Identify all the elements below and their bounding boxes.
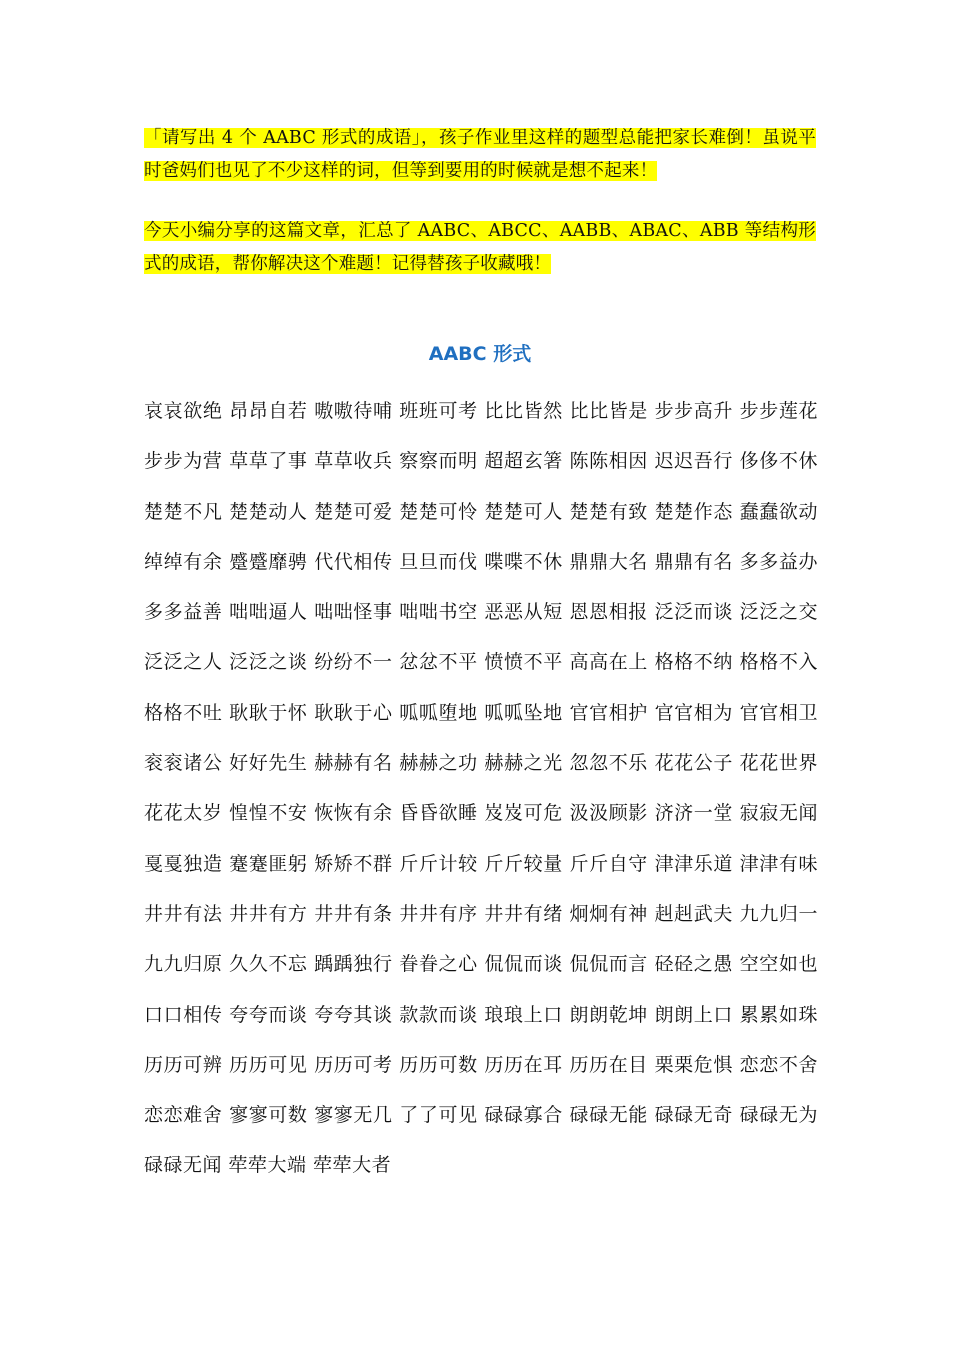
highlighted-text: 今天小编分享的这篇文章，汇总了 AABC、ABCC、AABB、ABAC、ABB 等结构形式的成语，帮你解决这个难题！记得替孩子收藏哦！ xyxy=(144,221,816,274)
intro-paragraph-1 xyxy=(144,122,816,188)
idiom-list: 哀哀欲绝 昂昂自若 嗷嗷待哺 班班可考 比比皆然 比比皆是 步步高升 步步莲花 步步为营 草草了事 草草收兵 察察而明 超超玄箸 陈陈相因 迟迟吾行 侈侈不休 楚楚不凡 楚楚动人 楚楚可爱 楚楚可怜 楚楚可人 楚楚有致 楚楚作态 蠢蠢欲动 绰绰有余 蹙蹙靡骋 代代相传 旦旦而伐 喋喋不休 鼎鼎大名 鼎鼎有名 多多益办 多多益善 咄咄逼人 咄咄怪事 咄咄书空 恶恶从短 恩恩相报 泛泛而谈 泛泛之交 泛泛之人 泛泛之谈 纷纷不一 忿忿不平 愤愤不平 高高在上 格格不纳 格格不入 格格不吐 耿耿于怀 耿耿于心 呱呱堕地 呱呱坠地 官官相护 官官相为 官官相卫 衮衮诸公 好好先生 赫赫有名 赫赫之功 赫赫之光 忽忽不乐 花花公子 花花世界 花花太岁 惶惶不安 恢恢有余 昏昏欲睡 岌岌可危 汲汲顾影 济济一堂 寂寂无闻 戛戛独造 蹇蹇匪躬 矫矫不群 斤斤计较 斤斤较量 斤斤自守 津津乐道 津津有味 井井有法 井井有方 井井有条 井井有序 井井有绪 炯炯有神 赳赳武夫 九九归一 九九归原 久久不忘 踽踽独行 眷眷之心 侃侃而谈 侃侃而言 硁硁之愚 空空如也 口口相传 夸夸而谈 夸夸其谈 款款而谈 琅琅上口 朗朗乾坤 朗朗上口 累累如珠 历历可辨 历历可见 历历可考 历历可数 历历在耳 历历在目 栗栗危惧 恋恋不舍 恋恋难舍 寥寥可数 寥寥无几 了了可见 碌碌寡合 碌碌无能 碌碌无奇 碌碌无为 碌碌无闻 荦荦大端 荦荦大者 xyxy=(144,400,818,1177)
intro-paragraph-2 xyxy=(144,215,816,281)
highlighted-text: 「请写出 4 个 AABC 形式的成语」，孩子作业里这样的题型总能把家长难倒！虽说平时爸妈们也见了不少这样的词，但等到要用的时候就是想不起来！ xyxy=(144,128,816,181)
section-title: AABC 形式 xyxy=(428,343,532,365)
